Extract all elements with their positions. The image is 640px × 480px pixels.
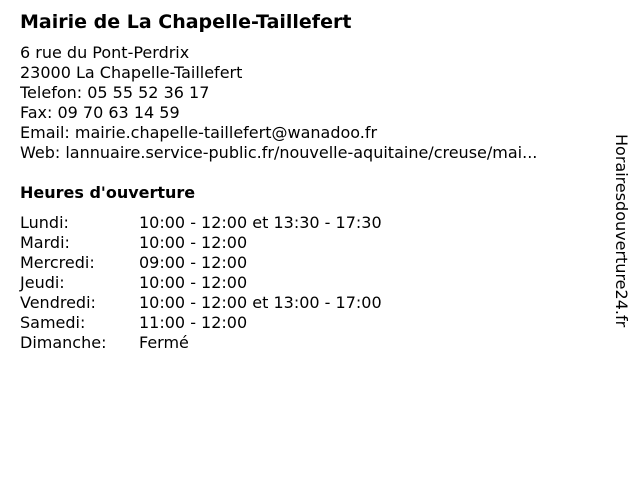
day-label: Dimanche:	[20, 333, 107, 352]
opening-hours-heading: Heures d'ouverture	[20, 183, 196, 202]
day-label: Vendredi:	[20, 293, 96, 312]
page-title: Mairie de La Chapelle-Taillefert	[20, 11, 352, 33]
brand-watermark	[611, 134, 631, 344]
day-label: Mardi:	[20, 233, 70, 252]
day-label: Mercredi:	[20, 253, 95, 272]
address-city: 23000 La Chapelle-Taillefert	[20, 63, 243, 82]
day-hours: 10:00 - 12:00	[139, 233, 248, 252]
day-hours: 10:00 - 12:00 et 13:30 - 17:30	[139, 213, 382, 232]
day-label: Lundi:	[20, 213, 69, 232]
day-hours: 10:00 - 12:00 et 13:00 - 17:00	[139, 293, 382, 312]
brand-text: Horairesdouverture24.fr	[612, 134, 631, 328]
day-hours: 09:00 - 12:00	[139, 253, 248, 272]
fax-number: Fax: 09 70 63 14 59	[20, 103, 180, 122]
day-hours: 11:00 - 12:00	[139, 313, 248, 332]
day-label: Jeudi:	[20, 273, 65, 292]
day-label: Samedi:	[20, 313, 86, 332]
address-street: 6 rue du Pont-Perdrix	[20, 43, 190, 62]
phone-number: Telefon: 05 55 52 36 17	[20, 83, 210, 102]
email-address: Email: mairie.chapelle-taillefert@wanadoo.fr	[20, 123, 378, 142]
day-hours: 10:00 - 12:00	[139, 273, 248, 292]
contact-info	[20, 43, 592, 163]
day-hours: Fermé	[139, 333, 189, 352]
website-url: Web: lannuaire.service-public.fr/nouvelle-aquitaine/creuse/mai...	[20, 143, 538, 162]
